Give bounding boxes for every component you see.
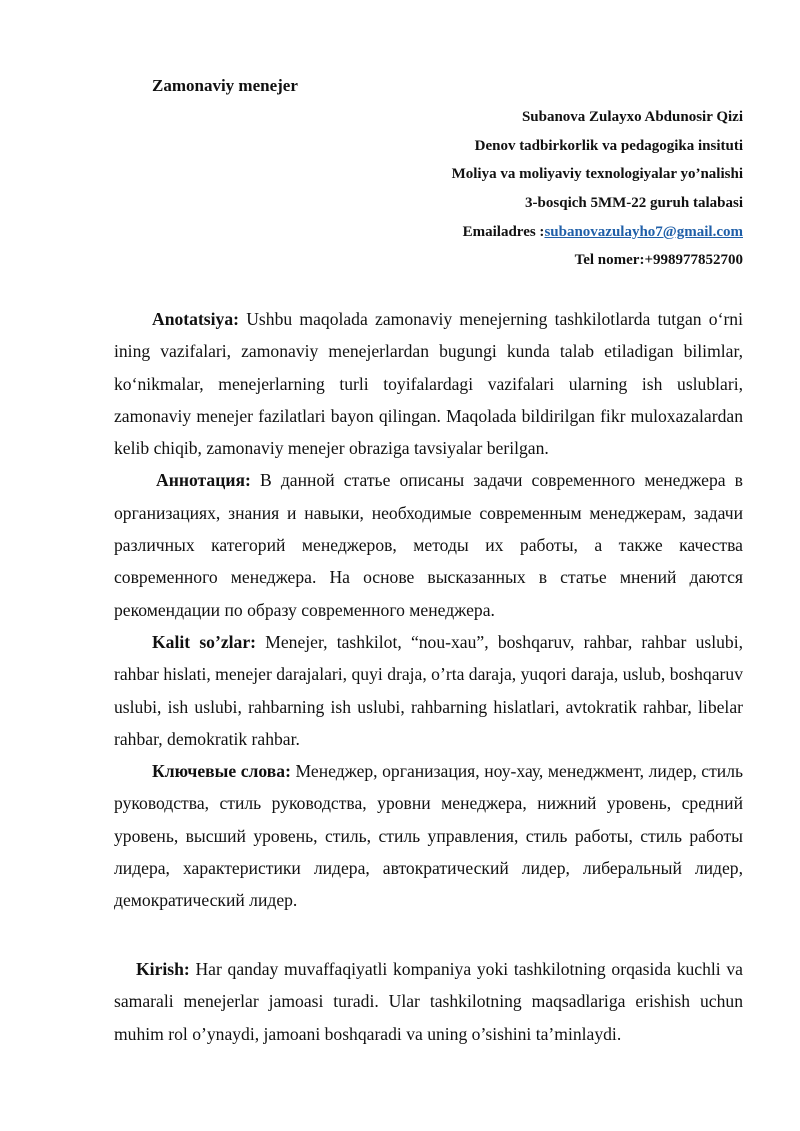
email-label: Emailadres : (462, 223, 545, 240)
annotation-ru (114, 464, 743, 625)
annotation-uz-label: Anotatsiya: (152, 309, 239, 329)
author-direction: Moliya va moliyaviy texnologiyalar yo’nalishi (451, 166, 743, 183)
keywords-uz (114, 626, 743, 755)
keywords-ru (114, 755, 743, 916)
keywords-ru-label: Ключевые слова: (152, 761, 291, 782)
author-info (452, 107, 743, 279)
annotation-uz (114, 303, 743, 464)
author-institute: Denov tadbirkorlik va pedagogika insituti (474, 137, 743, 154)
email-link[interactable]: subanovazulayho7@gmail.com (544, 223, 743, 240)
annotation-ru-text: В данной статье описаны задачи современного менеджера в организациях, знания и навыки, необходимые современным менеджерам, задачи различных категорий менеджеров, методы их работы, а также качества современного менеджера. На основе высказанных в статье мнений даются рекомендации по образу современного менеджера. (114, 470, 743, 620)
introduction-section (114, 953, 743, 1050)
author-course: 3-bosqich 5MM-22 guruh talabasi (525, 195, 743, 212)
article-body (114, 303, 743, 917)
introduction (114, 953, 743, 1050)
author-phone: Tel nomer:+998977852700 (574, 252, 743, 269)
introduction-text: Har qanday muvaffaqiyatli kompaniya yoki tashkilotning orqasida kuchli va samarali menejerlar jamoasi turadi. Ular tashkilotning maqsadlariga erishish uchun muhim rol o’ynaydi, jamoani boshqaradi va uning o’sishini ta’minlaydi. (114, 959, 743, 1044)
keywords-uz-text: Menejer, tashkilot, “nou-xau”, boshqaruv, rahbar, rahbar uslubi, rahbar hislati, menejer darajalari, quyi draja, o’rta daraja, yuqori daraja, uslub, boshqaruv uslubi, ish uslubi, rahbarning ish uslubi, rahbarning hislatlari, avtokratik rahbar, libelar rahbar, demokratik rahbar. (114, 631, 743, 749)
author-email-line (452, 222, 743, 251)
keywords-uz-label: Kalit so’zlar: (152, 631, 256, 652)
page-title: Zamonaviy menejer (152, 76, 298, 95)
author-name: Subanova Zulayxo Abdunosir Qizi (521, 109, 743, 125)
annotation-ru-label: Аннотация: (156, 470, 251, 491)
annotation-uz-text: Ushbu maqolada zamonaviy menejerning tashkilotlarda tutgan o‘rni ining vazifalari, zamonaviy menejerlardan bugungi kunda talab etiladigan bilimlar, ko‘nikmalar, menejerlarning turli toyifalardagi vazifalari ularning ish uslublari, zamonaviy menejer fazilatlari bayon qilingan. Maqolada bildirilgan fikr muloxazalardan kelib chiqib, zamonaviy menejer obraziga tavsiyalar berilgan. (114, 309, 743, 459)
keywords-ru-text: Менеджер, организация, ноу-хау, менеджмент, лидер, стиль руководства, стиль руководства, уровни менеджера, нижний уровень, средний уровень, высший уровень, стиль, стиль управления, стиль работы, стиль работы лидера, характеристики лидера, автократический лидер, либеральный лидер, демократический лидер. (114, 761, 744, 911)
introduction-label: Kirish: (136, 959, 190, 979)
